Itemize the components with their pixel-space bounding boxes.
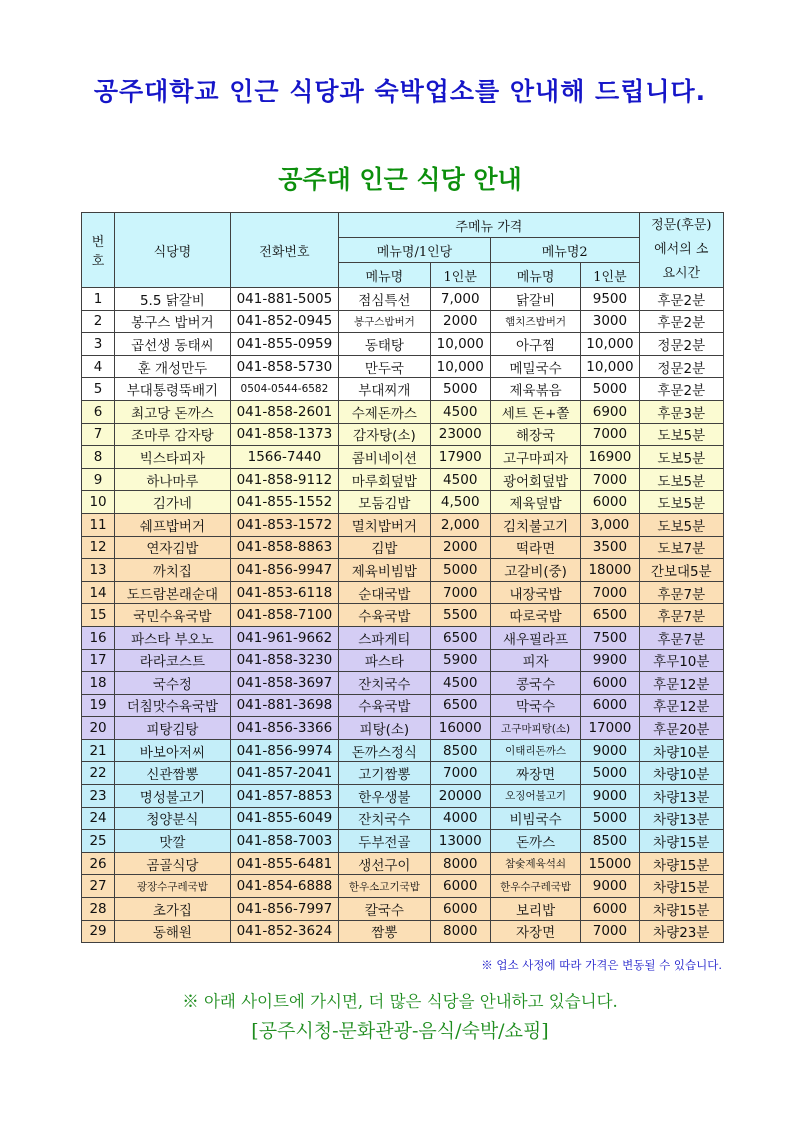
menu1-price: 5500 <box>430 604 490 627</box>
restaurant-name: 국수정 <box>115 672 231 695</box>
menu2-price: 17000 <box>581 717 639 740</box>
row-number: 19 <box>82 694 115 717</box>
travel-time: 차량15분 <box>639 830 723 853</box>
restaurant-name: 연자김밥 <box>115 536 231 559</box>
menu1-name: 모둠김밥 <box>339 491 430 514</box>
restaurant-name: 하나마루 <box>115 468 231 491</box>
menu2-name: 햄치즈밥버거 <box>490 310 580 333</box>
travel-time: 후문2분 <box>639 378 723 401</box>
menu2-name: 내장국밥 <box>490 581 580 604</box>
menu1-name: 김밥 <box>339 536 430 559</box>
phone-number: 041-858-5730 <box>230 355 339 378</box>
phone-number: 041-858-3230 <box>230 649 339 672</box>
table-row <box>82 898 724 921</box>
restaurant-name: 김가네 <box>115 491 231 514</box>
menu1-name: 파스타 <box>339 649 430 672</box>
table-row <box>82 288 724 311</box>
header-menu2-price: 1인분 <box>581 263 639 288</box>
table-row <box>82 717 724 740</box>
header-number: 번호 <box>82 213 115 288</box>
table-row <box>82 446 724 469</box>
phone-number: 041-856-9947 <box>230 559 339 582</box>
travel-time: 후문12분 <box>639 694 723 717</box>
row-number: 20 <box>82 717 115 740</box>
price-notice: ※ 업소 사정에 따라 가격은 변동될 수 있습니다. <box>481 958 722 972</box>
restaurant-name: 명성불고기 <box>115 785 231 808</box>
travel-time: 후문3분 <box>639 400 723 423</box>
menu1-price: 10,000 <box>430 355 490 378</box>
menu1-price: 4500 <box>430 468 490 491</box>
menu2-name: 해장국 <box>490 423 580 446</box>
phone-number: 041-856-7997 <box>230 898 339 921</box>
row-number: 24 <box>82 807 115 830</box>
restaurant-name: 쉐프밥버거 <box>115 513 231 536</box>
travel-time: 도보5분 <box>639 513 723 536</box>
menu2-name: 아구찜 <box>490 333 580 356</box>
travel-time: 도보5분 <box>639 468 723 491</box>
menu1-name: 수육국밥 <box>339 694 430 717</box>
restaurant-name: 더침맛수육국밥 <box>115 694 231 717</box>
row-number: 1 <box>82 288 115 311</box>
menu2-price: 8500 <box>581 830 639 853</box>
row-number: 11 <box>82 513 115 536</box>
row-number: 5 <box>82 378 115 401</box>
row-number: 2 <box>82 310 115 333</box>
table-row <box>82 378 724 401</box>
row-number: 21 <box>82 739 115 762</box>
menu2-price: 6500 <box>581 604 639 627</box>
menu2-name: 고갈비(중) <box>490 559 580 582</box>
travel-time: 차량13분 <box>639 807 723 830</box>
restaurant-name: 국민수육국밥 <box>115 604 231 627</box>
row-number: 28 <box>82 898 115 921</box>
menu1-name: 마루회덮밥 <box>339 468 430 491</box>
table-row <box>82 852 724 875</box>
phone-number: 041-858-9112 <box>230 468 339 491</box>
menu2-name: 고구마피탕(소) <box>490 717 580 740</box>
menu2-price: 5000 <box>581 378 639 401</box>
phone-number: 041-852-3624 <box>230 920 339 943</box>
phone-number: 041-855-6481 <box>230 852 339 875</box>
menu1-name: 스파게티 <box>339 626 430 649</box>
menu1-price: 6000 <box>430 875 490 898</box>
section-title: 공주대 인근 식당 안내 <box>278 165 522 194</box>
menu1-price: 6000 <box>430 898 490 921</box>
phone-number: 1566-7440 <box>230 446 339 469</box>
table-row <box>82 875 724 898</box>
restaurant-name: 곰골식당 <box>115 852 231 875</box>
travel-time: 후문7분 <box>639 604 723 627</box>
phone-number: 041-857-8853 <box>230 785 339 808</box>
row-number: 22 <box>82 762 115 785</box>
restaurant-name: 청양분식 <box>115 807 231 830</box>
menu1-price: 5000 <box>430 378 490 401</box>
menu2-name: 보리밥 <box>490 898 580 921</box>
phone-number: 041-854-6888 <box>230 875 339 898</box>
menu1-name: 제육비빔밥 <box>339 559 430 582</box>
row-number: 18 <box>82 672 115 695</box>
menu1-name: 잔치국수 <box>339 807 430 830</box>
menu1-price: 7000 <box>430 581 490 604</box>
menu2-price: 7500 <box>581 626 639 649</box>
menu1-name: 고기짬뽕 <box>339 762 430 785</box>
menu2-price: 6900 <box>581 400 639 423</box>
menu1-price: 4500 <box>430 400 490 423</box>
menu2-price: 16900 <box>581 446 639 469</box>
restaurant-name: 동해원 <box>115 920 231 943</box>
menu2-price: 3000 <box>581 310 639 333</box>
restaurant-name: 까치집 <box>115 559 231 582</box>
table-row <box>82 694 724 717</box>
phone-number: 041-858-1373 <box>230 423 339 446</box>
row-number: 7 <box>82 423 115 446</box>
table-row <box>82 626 724 649</box>
phone-number: 041-857-2041 <box>230 762 339 785</box>
row-number: 10 <box>82 491 115 514</box>
row-number: 25 <box>82 830 115 853</box>
row-number: 15 <box>82 604 115 627</box>
menu1-name: 짬뽕 <box>339 920 430 943</box>
phone-number: 041-881-5005 <box>230 288 339 311</box>
travel-time: 정문2분 <box>639 333 723 356</box>
restaurant-name: 피탕김탕 <box>115 717 231 740</box>
row-number: 23 <box>82 785 115 808</box>
menu2-price: 7000 <box>581 581 639 604</box>
restaurant-name: 부대통령뚝배기 <box>115 378 231 401</box>
restaurant-name: 5.5 닭갈비 <box>115 288 231 311</box>
menu2-price: 7000 <box>581 423 639 446</box>
travel-time: 후문7분 <box>639 626 723 649</box>
travel-time: 후문2분 <box>639 310 723 333</box>
menu2-price: 7000 <box>581 920 639 943</box>
menu1-price: 20000 <box>430 785 490 808</box>
table-row <box>82 400 724 423</box>
menu1-name: 잔치국수 <box>339 672 430 695</box>
row-number: 4 <box>82 355 115 378</box>
menu2-price: 9900 <box>581 649 639 672</box>
menu2-price: 7000 <box>581 468 639 491</box>
menu2-name: 광어회덮밥 <box>490 468 580 491</box>
table-row <box>82 559 724 582</box>
menu1-name: 동태탕 <box>339 333 430 356</box>
table-row <box>82 468 724 491</box>
travel-time: 정문2분 <box>639 355 723 378</box>
travel-time: 차량15분 <box>639 898 723 921</box>
menu2-name: 이태리돈까스 <box>490 739 580 762</box>
phone-number: 041-853-1572 <box>230 513 339 536</box>
restaurant-name: 최고당 돈까스 <box>115 400 231 423</box>
travel-time: 간보대5분 <box>639 559 723 582</box>
table-row <box>82 491 724 514</box>
phone-number: 041-881-3698 <box>230 694 339 717</box>
travel-time: 차량23분 <box>639 920 723 943</box>
menu1-name: 수육국밥 <box>339 604 430 627</box>
travel-time: 차량10분 <box>639 762 723 785</box>
restaurant-name: 곱선생 동태씨 <box>115 333 231 356</box>
table-row <box>82 649 724 672</box>
menu1-price: 8500 <box>430 739 490 762</box>
menu1-price: 23000 <box>430 423 490 446</box>
menu2-name: 한우수구레국밥 <box>490 875 580 898</box>
menu2-name: 콩국수 <box>490 672 580 695</box>
menu1-price: 7,000 <box>430 288 490 311</box>
menu1-name: 봉구스밥버거 <box>339 310 430 333</box>
restaurant-name: 파스타 부오노 <box>115 626 231 649</box>
table-row <box>82 920 724 943</box>
menu2-price: 9000 <box>581 739 639 762</box>
travel-time: 도보7분 <box>639 536 723 559</box>
restaurant-name: 광장수구레국밥 <box>115 875 231 898</box>
menu1-price: 13000 <box>430 830 490 853</box>
phone-number: 041-858-2601 <box>230 400 339 423</box>
menu2-name: 짜장면 <box>490 762 580 785</box>
phone-number: 041-856-3366 <box>230 717 339 740</box>
menu2-price: 6000 <box>581 672 639 695</box>
travel-time: 후문7분 <box>639 581 723 604</box>
header-menu2-name: 메뉴명 <box>490 263 580 288</box>
menu1-price: 6500 <box>430 694 490 717</box>
menu1-price: 5900 <box>430 649 490 672</box>
table-row <box>82 830 724 853</box>
menu2-price: 10,000 <box>581 333 639 356</box>
menu1-name: 피탕(소) <box>339 717 430 740</box>
row-number: 12 <box>82 536 115 559</box>
table-row <box>82 581 724 604</box>
menu1-price: 2000 <box>430 310 490 333</box>
phone-number: 041-853-6118 <box>230 581 339 604</box>
phone-number: 041-855-6049 <box>230 807 339 830</box>
menu2-price: 6000 <box>581 898 639 921</box>
menu2-name: 참숯제육석쇠 <box>490 852 580 875</box>
restaurant-name: 라라코스트 <box>115 649 231 672</box>
menu2-price: 3,000 <box>581 513 639 536</box>
menu2-price: 9000 <box>581 785 639 808</box>
menu1-price: 4,500 <box>430 491 490 514</box>
menu1-name: 감자탕(소) <box>339 423 430 446</box>
menu2-name: 제육덮밥 <box>490 491 580 514</box>
menu2-price: 5000 <box>581 807 639 830</box>
phone-number: 041-858-7100 <box>230 604 339 627</box>
menu1-price: 7000 <box>430 762 490 785</box>
header-restaurant-name: 식당명 <box>115 213 231 288</box>
table-row <box>82 333 724 356</box>
menu1-name: 점심특선 <box>339 288 430 311</box>
menu2-name: 새우필라프 <box>490 626 580 649</box>
menu1-price: 16000 <box>430 717 490 740</box>
row-number: 29 <box>82 920 115 943</box>
menu2-name: 오징어불고기 <box>490 785 580 808</box>
travel-time: 후문12분 <box>639 672 723 695</box>
header-travel-time: 정문(후문)에서의 소요시간 <box>639 213 723 288</box>
travel-time: 차량15분 <box>639 852 723 875</box>
header-main-menu-price: 주메뉴 가격 <box>339 213 639 238</box>
travel-time: 차량10분 <box>639 739 723 762</box>
menu2-name: 제육볶음 <box>490 378 580 401</box>
menu1-price: 2,000 <box>430 513 490 536</box>
restaurant-name: 바보아저씨 <box>115 739 231 762</box>
travel-time: 후문2분 <box>639 288 723 311</box>
phone-number: 041-855-1552 <box>230 491 339 514</box>
restaurant-name: 빅스타피자 <box>115 446 231 469</box>
menu1-name: 한우생불 <box>339 785 430 808</box>
phone-number: 041-855-0959 <box>230 333 339 356</box>
restaurant-table <box>81 212 724 943</box>
table-row <box>82 513 724 536</box>
menu2-name: 피자 <box>490 649 580 672</box>
header-menu2-group: 메뉴명2 <box>490 238 639 263</box>
page-title: 공주대학교 인근 식당과 숙박업소를 안내해 드립니다. <box>93 77 707 106</box>
table-row <box>82 604 724 627</box>
row-number: 13 <box>82 559 115 582</box>
restaurant-name: 조마루 감자탕 <box>115 423 231 446</box>
phone-number: 041-858-7003 <box>230 830 339 853</box>
menu1-price: 4500 <box>430 672 490 695</box>
travel-time: 차량15분 <box>639 875 723 898</box>
restaurant-name: 신관짬뽕 <box>115 762 231 785</box>
header-phone: 전화번호 <box>230 213 339 288</box>
menu2-name: 따로국밥 <box>490 604 580 627</box>
menu1-name: 생선구이 <box>339 852 430 875</box>
menu2-price: 6000 <box>581 694 639 717</box>
more-info-notice: ※ 아래 사이트에 가시면, 더 많은 식당을 안내하고 있습니다. <box>182 992 618 1011</box>
header-menu1-group: 메뉴명/1인당 <box>339 238 491 263</box>
travel-time: 후문20분 <box>639 717 723 740</box>
menu1-name: 돈까스정식 <box>339 739 430 762</box>
menu1-price: 8000 <box>430 852 490 875</box>
header-menu1-name: 메뉴명 <box>339 263 430 288</box>
travel-time: 도보5분 <box>639 491 723 514</box>
restaurant-name: 도드람본래순대 <box>115 581 231 604</box>
menu2-price: 9500 <box>581 288 639 311</box>
phone-number: 041-858-3697 <box>230 672 339 695</box>
row-number: 16 <box>82 626 115 649</box>
travel-time: 도보5분 <box>639 446 723 469</box>
menu2-name: 돈까스 <box>490 830 580 853</box>
table-row <box>82 672 724 695</box>
row-number: 27 <box>82 875 115 898</box>
menu1-name: 부대찌개 <box>339 378 430 401</box>
table-row <box>82 739 724 762</box>
menu1-name: 수제돈까스 <box>339 400 430 423</box>
restaurant-name: 초가집 <box>115 898 231 921</box>
restaurant-name: 봉구스 밥버거 <box>115 310 231 333</box>
menu1-name: 두부전골 <box>339 830 430 853</box>
table-row <box>82 423 724 446</box>
menu2-name: 자장면 <box>490 920 580 943</box>
travel-time: 도보5분 <box>639 423 723 446</box>
menu1-price: 17900 <box>430 446 490 469</box>
menu2-name: 세트 돈+쫄 <box>490 400 580 423</box>
menu2-name: 막국수 <box>490 694 580 717</box>
menu1-name: 칼국수 <box>339 898 430 921</box>
menu2-name: 메밀국수 <box>490 355 580 378</box>
phone-number: 041-856-9974 <box>230 739 339 762</box>
travel-time: 후무10분 <box>639 649 723 672</box>
menu2-price: 3500 <box>581 536 639 559</box>
menu1-name: 순대국밥 <box>339 581 430 604</box>
row-number: 6 <box>82 400 115 423</box>
menu1-price: 6500 <box>430 626 490 649</box>
menu1-name: 멸치밥버거 <box>339 513 430 536</box>
row-number: 9 <box>82 468 115 491</box>
restaurant-rows <box>82 288 724 943</box>
travel-time: 차량13분 <box>639 785 723 808</box>
phone-number: 041-852-0945 <box>230 310 339 333</box>
menu2-price: 9000 <box>581 875 639 898</box>
menu2-price: 18000 <box>581 559 639 582</box>
menu1-price: 2000 <box>430 536 490 559</box>
table-row <box>82 536 724 559</box>
menu2-price: 15000 <box>581 852 639 875</box>
row-number: 8 <box>82 446 115 469</box>
menu2-price: 6000 <box>581 491 639 514</box>
menu2-price: 5000 <box>581 762 639 785</box>
menu2-name: 떡라면 <box>490 536 580 559</box>
menu2-name: 닭갈비 <box>490 288 580 311</box>
restaurant-name: 훈 개성만두 <box>115 355 231 378</box>
menu2-name: 김치불고기 <box>490 513 580 536</box>
menu1-name: 한우소고기국밥 <box>339 875 430 898</box>
menu1-price: 8000 <box>430 920 490 943</box>
table-row <box>82 310 724 333</box>
phone-number: 041-961-9662 <box>230 626 339 649</box>
menu1-price: 10,000 <box>430 333 490 356</box>
header-menu1-price: 1인분 <box>430 263 490 288</box>
table-row <box>82 762 724 785</box>
table-row <box>82 355 724 378</box>
menu1-price: 5000 <box>430 559 490 582</box>
table-row <box>82 785 724 808</box>
phone-number: 041-858-8863 <box>230 536 339 559</box>
menu1-price: 4000 <box>430 807 490 830</box>
restaurant-name: 맛깔 <box>115 830 231 853</box>
phone-number: 0504-0544-6582 <box>230 378 339 401</box>
table-row <box>82 807 724 830</box>
menu1-name: 콤비네이션 <box>339 446 430 469</box>
menu2-name: 고구마피자 <box>490 446 580 469</box>
menu1-name: 만두국 <box>339 355 430 378</box>
row-number: 17 <box>82 649 115 672</box>
row-number: 26 <box>82 852 115 875</box>
site-path[interactable]: [공주시청-문화관광-음식/숙박/쇼핑] <box>251 1020 549 1042</box>
menu2-name: 비빔국수 <box>490 807 580 830</box>
row-number: 3 <box>82 333 115 356</box>
menu2-price: 10,000 <box>581 355 639 378</box>
row-number: 14 <box>82 581 115 604</box>
